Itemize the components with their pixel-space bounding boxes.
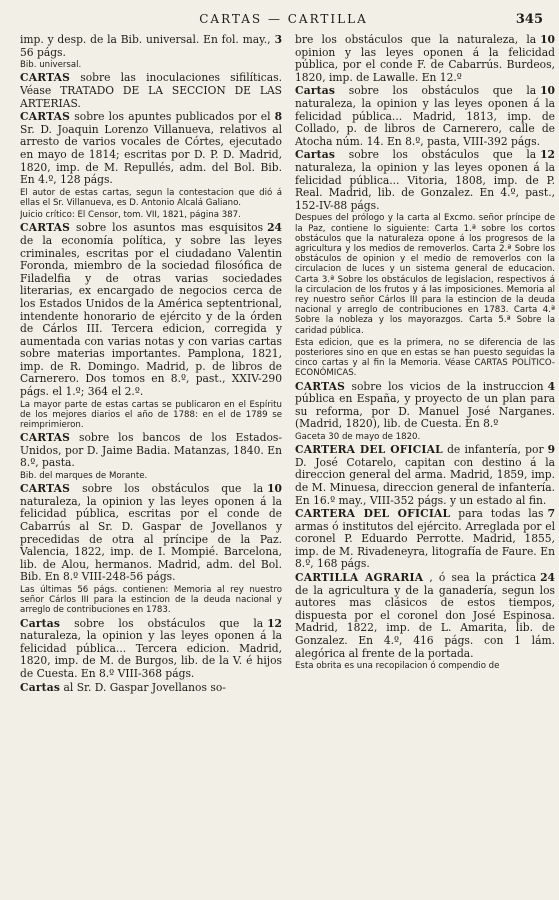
entry-keyword: CARTERA DEL OFICIAL [295,507,451,521]
footnote: Esta obrita es una recopilacion ó compendio de [295,661,500,672]
entry-price: 24 [267,221,282,235]
entry-keyword: CARTILLA AGRARIA [295,571,424,585]
catalog-entry [295,34,555,84]
page-number: 345 [515,12,543,27]
footnote: La mayor parte de estas cartas se publicaron en el Espíritu de los mejores diarios el año de 1788: en el de 1789 se reimprimieron. [20,399,282,431]
entry-text: imp. y desp. de la Bib. universal. En fol. may., 56 págs. [20,34,271,59]
footnote: El autor de estas cartas, segun la contestacion que dió á ellas el Sr. Villanueva, es D. Antonio Alcalá Galiano. [20,187,282,208]
entry-text: sobre los asuntos mas esquisitos de la economía política, y sobre las leyes criminales, escritas por el ciudadano Valentin Foronda, miembro de la sociedad filosófica de Filadelfia y de otras varias sociedades literarias, ex encargado de negocios cerca de los Estados Unidos de la América septentrional, intendente honorario de ejército y de la órden de Cárlos III. Tercera edicion, corregida y aumentada con varias notas y con varias cartas sobre materias importantes. Pamplona, 1821, imp. de R. Domingo. Madrid, p. de libros de Carnerero. Dos tomos en 8.º, past., XXIV-290 págs. el 1.º; 364 el 2.º. [20,221,282,399]
entry-keyword: CARTAS [20,431,71,445]
entry-keyword: CARTERA DEL OFICIAL [295,443,443,457]
catalog-entry [20,432,282,470]
entry-price: 3 [274,34,282,46]
entry-text: sobre los obstáculos que la naturaleza, la opinion y las leyes oponen á la felicidad pública... Madrid, 1813, imp. de Collado, p. de libros de Carnerero, calle de Atocha núm. 14. En 8.º, pasta, VIII-392 págs. [295,84,555,148]
entry-keyword: Cartas [20,680,61,694]
entry-keyword: Cartas [295,148,336,162]
entry-price: 12 [267,616,282,630]
catalog-entry [20,111,282,187]
footnote: Esta edicion, que es la primera, no se diferencia de las posteriores sino en que en estas se han puesto seguidas la cinco cartas y al fin la Memoria. Véase CARTAS POLÍTICO-ECONÓMICAS. [295,337,555,379]
entry-keyword: CARTAS [20,482,71,496]
entry-keyword: CARTAS [20,110,71,124]
footnote: Bib. universal. [20,60,82,71]
right-column [295,34,555,890]
catalog-entry [295,381,555,431]
footnote: Las últimas 56 págs. contienen: Memoria al rey nuestro señor Cárlos III para la estincion de la deuda nacional y arreglo de contribuciones en 1783. [20,585,282,616]
footnote: Despues del prólogo y la carta al Excmo. señor príncipe de la Paz, contiene lo siguiente: Carta 1.ª sobre los cortos obstáculos que la naturaleza opone á los progresos de la agricultura y los medios de removerlos. Carta 2.ª Sobre los obstáculos de opinion y el medio de removerlos con la circulacion de luces y un sistema general de educacion. Carta 3.ª Sobre los obstáculos de legislacion, respectivos á la circulacion de los frutos y á las imposiciones. Memoria al rey nuestro señor Cárlos III para la estincion de la deuda nacional y arreglo de contribuciones en 1783. Carta 4.ª Sobre la nobleza y los mayorazgos. Carta 5.ª Sobre la caridad pública. [295,213,555,336]
catalog-entry [20,682,282,695]
entry-price: 10 [540,84,555,98]
catalog-entry [20,72,282,110]
text-columns [20,34,555,890]
catalog-entry [295,444,555,507]
entry-price: 10 [267,482,282,496]
entry-keyword: CARTAS [20,221,71,235]
catalog-entry [20,618,282,681]
catalog-entry [295,85,555,148]
entry-price: 7 [547,507,555,521]
entry-price: 12 [540,148,555,162]
entry-text: al Sr. D. Gaspar Jovellanos so- [63,680,226,694]
catalog-entry [295,149,555,212]
entry-text: sobre las inoculaciones sifilíticas. Véase TRATADO DE LA SECCION DE LAS ARTERIAS. [20,71,282,110]
entry-text: sobre los bancos de los Estados-Unidos, por D. Jaime Badia. Matanzas, 1840. En 8.º, pasta. [20,431,282,470]
entry-text: sobre los apuntes publicados por el Sr. D. Joaquin Lorenzo Villanueva, relativos al arresto de varios vocales de Córtes, ejecutado en mayo de 1814; escritas por D. P. D. Madrid, 1820, imp. de M. Repullés, adm. del Bol. Bib. En 4.º, 128 págs. [20,110,282,187]
entry-keyword: CARTAS [295,379,346,393]
footnote: Bib. del marques de Morante. [20,471,148,482]
page-header [20,10,547,32]
entry-price: 4 [547,379,555,393]
entry-price: 10 [540,34,555,46]
catalog-entry [20,483,282,584]
catalog-entry [295,572,555,660]
left-column [20,34,282,890]
entry-text: sobre los obstáculos que la naturaleza, la opinion y las leyes oponen á la felicidad pública... Vitoria, 1808, imp. de P. Real. Madrid, lib. de Gonzalez. En 4.º, past., 152-IV-88 págs. [295,148,555,212]
entry-text: bre los obstáculos que la naturaleza, la opinion y las leyes oponen á la felicidad pública, por el conde F. de Cabarrús. Burdeos, 1820, imp. de Lawalle. En 12.º [295,34,555,84]
entry-text: sobre los obstáculos que la naturaleza, la opinion y las leyes oponen á la felicidad pública... Tercera edicion. Madrid, 1820, imp. de M. de Burgos, lib. de la V. é hijos de Cuesta. En 8.º VIII-368 págs. [20,616,282,680]
entry-price: 9 [547,443,555,457]
catalog-entry [20,222,282,398]
entry-text: sobre los vicios de la instruccion pública en España, y proyecto de un plan para su reforma, por D. Manuel José Narganes. (Madrid, 1820), lib. de Cuesta. En 8.º [295,379,555,431]
footnote: Gaceta 30 de mayo de 1820. [295,431,421,442]
running-title: CARTAS — CARTILLA [199,12,368,26]
entry-keyword: Cartas [295,84,336,98]
entry-keyword: CARTAS [20,71,71,85]
entry-keyword: Cartas [20,616,61,630]
catalog-entry [20,34,282,59]
entry-text: , ó sea la práctica de la agricultura y de la ganadería, segun los autores mas clásicos de estos tiempos, dispuesta por el coronel don José Espinosa. Madrid, 1822, imp. de L. Amarita, lib. de Gonzalez. En 4.º, 416 págs. con 1 lám. alegórica al frente de la portada. [295,571,555,660]
entry-text: sobre los obstáculos que la naturaleza, la opinion y las leyes oponen á la felicidad pública, escritas por el conde de Cabarrús al Sr. D. Gaspar de Jovellanos y precedidas de otra al príncipe de la Paz. Valencia, 1822, imp. de I. Mompié. Barcelona, lib. de Alou, hermanos. Madrid, adm. del Bol. Bib. En 8.º VIII-248-56 págs. [20,482,282,584]
catalog-entry [295,508,555,571]
entry-price: 8 [274,110,282,124]
entry-text: para todas las armas ó institutos del ejército. Arreglada por el coronel P. Eduardo Perrotte. Madrid, 1855, imp. de M. Rivadeneyra, litografía de Faure. En 8.º, 168 págs. [295,507,555,571]
entry-text: de infantería, por D. José Cotarelo, capitan con destino á la direccion general del arma. Madrid, 1859, imp. de M. Minuesa, direccion general de infantería. En 16.º may., VIII-352 págs. y un estado al fin. [295,443,555,507]
entry-price: 24 [540,571,555,585]
footnote: Juicio crítico: El Censor, tom. VII, 1821, página 387. [20,210,241,221]
